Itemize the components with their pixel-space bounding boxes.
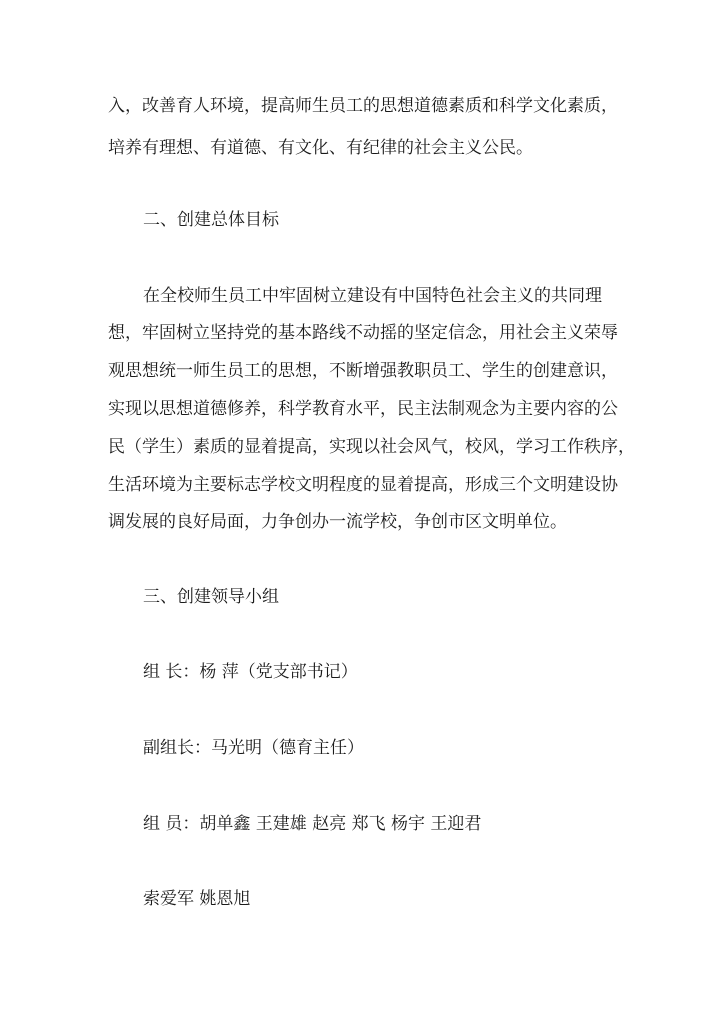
section2-heading: 二、创建总体目标 bbox=[143, 210, 279, 230]
members-line-1: 组 员：胡单鑫 王建雄 赵亮 郑飞 杨宇 王迎君 bbox=[143, 814, 482, 834]
paragraph-line-7: 调发展的良好局面，力争创办一流学校，争创市区文明单位。 bbox=[108, 512, 567, 532]
paragraph-line-3: 观思想统一师生员工的思想，不断增强教职员工、学生的创建意识， bbox=[108, 361, 618, 381]
paragraph-line-5: 民（学生）素质的显着提高，实现以社会风气，校风，学习工作秩序， bbox=[108, 437, 635, 457]
paragraph-line-2: 想，牢固树立坚持党的基本路线不动摇的坚定信念，用社会主义荣辱 bbox=[108, 323, 618, 343]
paragraph-line-6: 生活环境为主要标志学校文明程度的显着提高，形成三个文明建设协 bbox=[108, 475, 618, 495]
intro-line-1: 入，改善育人环境，提高师生员工的思想道德素质和科学文化素质， bbox=[108, 96, 618, 116]
intro-line-2: 培养有理想、有道德、有文化、有纪律的社会主义公民。 bbox=[108, 138, 533, 158]
members-line-2: 索爱军 姚恩旭 bbox=[143, 889, 251, 909]
leader-line: 组 长：杨 萍（党支部书记） bbox=[143, 662, 358, 682]
deputy-line: 副组长：马光明（德育主任） bbox=[143, 738, 364, 758]
paragraph-line-4: 实现以思想道德修养，科学教育水平，民主法制观念为主要内容的公 bbox=[108, 399, 618, 419]
paragraph-line-1: 在全校师生员工中牢固树立建设有中国特色社会主义的共同理 bbox=[143, 286, 602, 306]
section3-heading: 三、创建领导小组 bbox=[143, 587, 279, 607]
